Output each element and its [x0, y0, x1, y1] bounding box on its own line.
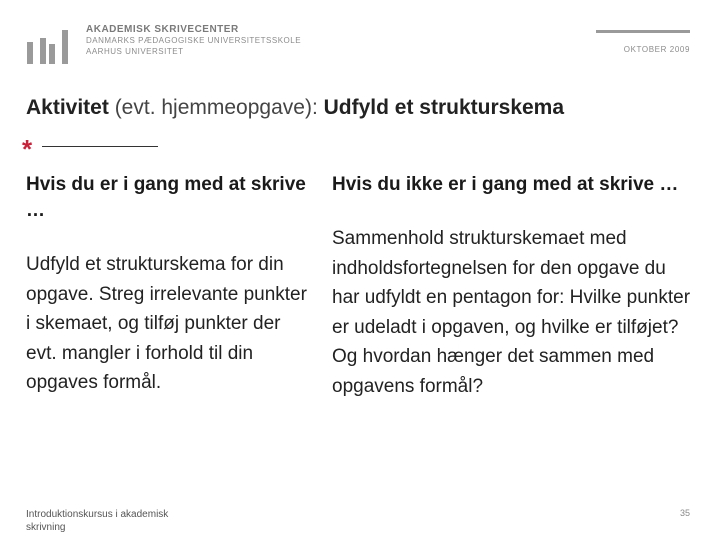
left-column [26, 172, 316, 398]
title-part-task: Udfyld et strukturskema [323, 96, 565, 119]
left-body: Udfyld et strukturskema for din opgave. Streg irrelevante punkter i skemaet, og tilføj punkter der evt. mangler i forhold til din opgaves formål. [26, 254, 307, 393]
university-logo-icon [26, 28, 70, 66]
left-heading: Hvis du er i gang med at skrive … [26, 174, 306, 221]
page-number: 35 [679, 508, 690, 518]
header-date: OKTOBER 2009 [623, 45, 690, 54]
org-school: DANMARKS PÆDAGOGISKE UNIVERSITETSSKOLE [86, 36, 302, 45]
org-university: AARHUS UNIVERSITET [86, 47, 184, 56]
slide-title [26, 96, 564, 120]
asterisk-icon: * [22, 134, 33, 164]
header-rule [596, 30, 690, 33]
title-part-activity: Aktivitet [26, 96, 109, 119]
right-heading: Hvis du ikke er i gang med at skrive … [332, 174, 679, 195]
title-part-note: (evt. hjemmeopgave): [108, 96, 324, 119]
right-body: Sammenhold strukturskemaet med indholdsfortegnelsen for den opgave du har udfyldt en pentagon for: Hvilke punkter er udeladt i opgaven, og hvilke er tilføjet? Og hvordan hænger det sammen med opgavens formål? [332, 228, 691, 397]
org-name: AKADEMISK SKRIVECENTER [86, 24, 239, 35]
footer-text: Introduktionskursus i akademisk skrivning [26, 509, 169, 533]
right-column [332, 172, 692, 401]
title-rule [42, 146, 158, 147]
organization-block [86, 24, 301, 57]
